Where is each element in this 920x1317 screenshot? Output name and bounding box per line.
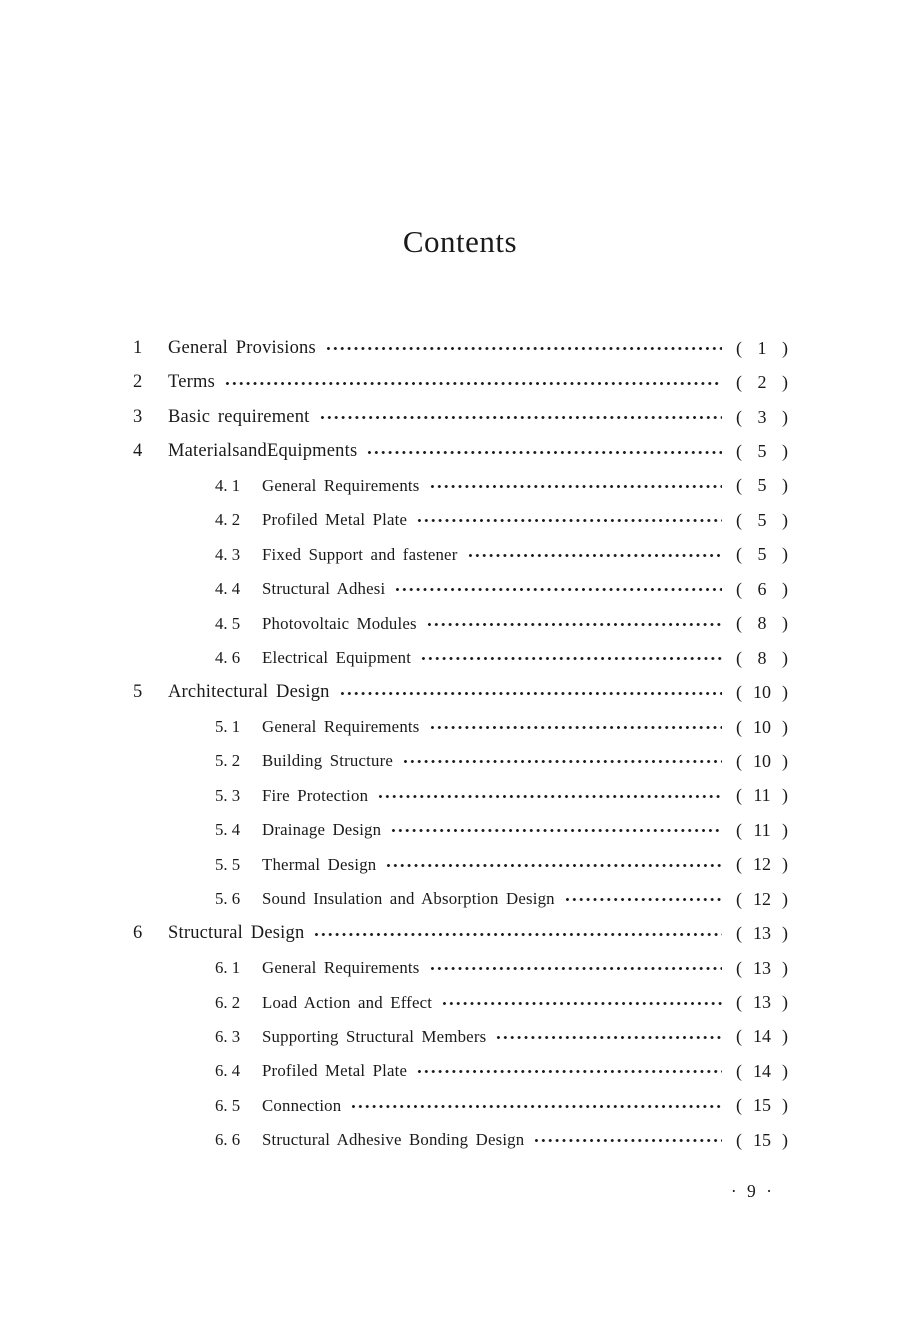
toc-entry-title: Basic requirement xyxy=(168,406,310,427)
open-paren: ( xyxy=(736,1060,742,1081)
toc-entry-number: 1 xyxy=(133,337,143,358)
toc-entry-title: Fire Protection xyxy=(262,785,369,805)
toc-entry-title: General Requirements xyxy=(262,958,420,978)
open-paren: ( xyxy=(736,441,742,462)
toc-entry xyxy=(133,469,788,503)
close-paren: ) xyxy=(782,1060,788,1081)
open-paren: ( xyxy=(736,923,742,944)
toc-entry-page xyxy=(736,751,788,772)
dot-leader-icon xyxy=(325,331,722,365)
dot-leader-icon xyxy=(350,1089,722,1123)
page-number-value: 8 xyxy=(757,647,767,668)
toc-entry-title: Terms xyxy=(168,372,215,393)
toc-entry-page xyxy=(736,1095,788,1116)
toc-entry-title: Profiled Metal Plate xyxy=(262,510,408,530)
toc-entry-number: 6. 2 xyxy=(215,992,241,1012)
open-paren: ( xyxy=(736,372,742,393)
close-paren: ) xyxy=(782,750,788,771)
page-number-value: 8 xyxy=(757,613,767,634)
toc-entry xyxy=(133,365,788,399)
toc-entry-number: 4. 1 xyxy=(215,475,241,495)
open-paren: ( xyxy=(736,406,742,427)
close-paren: ) xyxy=(782,647,788,668)
open-paren: ( xyxy=(736,957,742,978)
open-paren: ( xyxy=(736,1095,742,1116)
toc-entry-title: General Requirements xyxy=(262,475,420,495)
page-number-value: 1 xyxy=(757,337,767,358)
page-title: Contents xyxy=(402,224,518,259)
open-paren: ( xyxy=(736,992,742,1013)
toc-entry-page xyxy=(736,682,788,703)
page-number-value: 11 xyxy=(753,785,771,806)
dot-leader-icon xyxy=(366,434,722,468)
open-paren: ( xyxy=(736,785,742,806)
page-number-value: 2 xyxy=(757,372,767,393)
toc-entry xyxy=(133,434,788,468)
page-number-value: 11 xyxy=(753,819,771,840)
toc-entry-title: Drainage Design xyxy=(262,820,382,840)
open-paren: ( xyxy=(736,613,742,634)
toc-entry-title: Photovoltaic Modules xyxy=(262,613,417,633)
toc-entry xyxy=(133,641,788,675)
toc-entry-number: 2 xyxy=(133,372,143,393)
toc-entry-page xyxy=(736,613,788,634)
toc-entry xyxy=(133,1020,788,1054)
toc-entry xyxy=(133,607,788,641)
close-paren: ) xyxy=(782,785,788,806)
page-number-value: 10 xyxy=(753,716,771,737)
toc-entry-page xyxy=(736,1061,788,1082)
toc-entry-number: 6. 1 xyxy=(215,958,241,978)
toc-entry-page xyxy=(736,785,788,806)
close-paren: ) xyxy=(782,957,788,978)
toc-entry-title: General Provisions xyxy=(168,337,316,358)
dot-leader-icon xyxy=(339,675,722,709)
toc-entry-page xyxy=(736,958,788,979)
toc-entry xyxy=(133,710,788,744)
toc-entry-number: 6. 4 xyxy=(215,1061,241,1081)
toc-entry xyxy=(133,744,788,778)
page-number-value: 13 xyxy=(753,923,771,944)
toc-entry xyxy=(133,1123,788,1157)
toc-entry xyxy=(133,779,788,813)
toc-entry xyxy=(133,331,788,365)
toc-entry-number: 3 xyxy=(133,406,143,427)
open-paren: ( xyxy=(736,716,742,737)
toc-entry-title: MaterialsandEquipments xyxy=(168,441,358,462)
toc-entry-page xyxy=(736,992,788,1013)
dot-leader-icon xyxy=(313,916,722,950)
toc-entry xyxy=(133,848,788,882)
dot-leader-icon xyxy=(429,469,722,503)
close-paren: ) xyxy=(782,337,788,358)
toc-entry-title: Sound Insulation and Absorption Design xyxy=(262,889,555,909)
open-paren: ( xyxy=(736,750,742,771)
toc-entry-page xyxy=(736,510,788,531)
toc-entry-page xyxy=(736,372,788,393)
dot-leader-icon xyxy=(533,1123,722,1157)
toc-entry-page xyxy=(736,648,788,669)
toc-entry-number: 6 xyxy=(133,923,143,944)
close-paren: ) xyxy=(782,854,788,875)
open-paren: ( xyxy=(736,888,742,909)
page-number-value: 13 xyxy=(753,957,771,978)
close-paren: ) xyxy=(782,888,788,909)
toc-entry-title: Load Action and Effect xyxy=(262,992,433,1012)
toc-entry-page xyxy=(736,475,788,496)
page-number-value: 15 xyxy=(753,1129,771,1150)
toc-entry-number: 5 xyxy=(133,682,143,703)
toc-entry-title: Supporting Structural Members xyxy=(262,1026,487,1046)
toc-entry xyxy=(133,400,788,434)
dot-leader-icon xyxy=(416,503,722,537)
page-number-value: 3 xyxy=(757,406,767,427)
close-paren: ) xyxy=(782,1129,788,1150)
open-paren: ( xyxy=(736,475,742,496)
toc-entry-title: Connection xyxy=(262,1095,342,1115)
toc-entry-number: 6. 5 xyxy=(215,1095,241,1115)
page-number-value: 5 xyxy=(757,509,767,530)
page-number-value: 12 xyxy=(753,888,771,909)
dot-leader-icon xyxy=(385,848,722,882)
dot-leader-icon xyxy=(495,1020,722,1054)
dot-leader-icon xyxy=(429,951,722,985)
close-paren: ) xyxy=(782,992,788,1013)
open-paren: ( xyxy=(736,509,742,530)
dot-leader-icon xyxy=(429,710,722,744)
dot-leader-icon xyxy=(319,400,722,434)
toc-entry-title: General Requirements xyxy=(262,717,420,737)
toc-entry-page xyxy=(736,1026,788,1047)
dot-leader-icon xyxy=(416,1054,722,1088)
toc-entry-page xyxy=(736,338,788,359)
open-paren: ( xyxy=(736,1026,742,1047)
close-paren: ) xyxy=(782,475,788,496)
toc-entry-title: Structural Adhesive Bonding Design xyxy=(262,1130,525,1150)
toc-entry-number: 6. 3 xyxy=(215,1026,241,1046)
toc-entry xyxy=(133,572,788,606)
toc-entry-number: 4. 4 xyxy=(215,579,241,599)
dot-leader-icon xyxy=(402,744,722,778)
toc-entry-page xyxy=(736,854,788,875)
page-number-value: 12 xyxy=(753,854,771,875)
close-paren: ) xyxy=(782,578,788,599)
open-paren: ( xyxy=(736,682,742,703)
toc-entry xyxy=(133,538,788,572)
toc-entry-number: 4. 6 xyxy=(215,648,241,668)
open-paren: ( xyxy=(736,1129,742,1150)
close-paren: ) xyxy=(782,406,788,427)
toc-entry xyxy=(133,1089,788,1123)
toc-entry-number: 4 xyxy=(133,441,143,462)
toc-entry xyxy=(133,813,788,847)
toc-entry-page xyxy=(736,889,788,910)
toc-entry-page xyxy=(736,1130,788,1151)
page-number-value: 14 xyxy=(753,1060,771,1081)
toc-entry-page xyxy=(736,820,788,841)
page-number-value: 5 xyxy=(757,544,767,565)
page-number-value: 5 xyxy=(757,475,767,496)
page-number-value: 15 xyxy=(753,1095,771,1116)
dot-leader-icon xyxy=(564,882,722,916)
toc-entry xyxy=(133,1054,788,1088)
page-number-value: 13 xyxy=(753,992,771,1013)
toc-entry-title: Architectural Design xyxy=(168,682,330,703)
toc-entry-title: Building Structure xyxy=(262,751,394,771)
close-paren: ) xyxy=(782,819,788,840)
toc-entry-number: 5. 4 xyxy=(215,820,241,840)
close-paren: ) xyxy=(782,682,788,703)
toc-entry-page xyxy=(736,717,788,738)
close-paren: ) xyxy=(782,716,788,737)
toc-entry xyxy=(133,882,788,916)
toc-entry-number: 4. 5 xyxy=(215,613,241,633)
close-paren: ) xyxy=(782,441,788,462)
toc-entry-page xyxy=(736,923,788,944)
toc-entry xyxy=(133,503,788,537)
toc-entry-title: Profiled Metal Plate xyxy=(262,1061,408,1081)
dot-leader-icon xyxy=(390,813,722,847)
page-number-value: 10 xyxy=(753,682,771,703)
toc-entry-number: 5. 3 xyxy=(215,785,241,805)
footer-page-number: · 9 · xyxy=(730,1181,774,1201)
toc-entry-title: Thermal Design xyxy=(262,854,377,874)
toc-entry-number: 5. 1 xyxy=(215,717,241,737)
page-number-value: 6 xyxy=(757,578,767,599)
toc-entry xyxy=(133,916,788,950)
close-paren: ) xyxy=(782,544,788,565)
close-paren: ) xyxy=(782,613,788,634)
toc-entry xyxy=(133,675,788,709)
toc-entry-number: 5. 6 xyxy=(215,889,241,909)
toc-entry-title: Fixed Support and fastener xyxy=(262,544,458,564)
close-paren: ) xyxy=(782,1026,788,1047)
toc-entry-number: 5. 5 xyxy=(215,854,241,874)
close-paren: ) xyxy=(782,923,788,944)
dot-leader-icon xyxy=(467,538,723,572)
close-paren: ) xyxy=(782,1095,788,1116)
dot-leader-icon xyxy=(377,779,722,813)
toc-entry-page xyxy=(736,579,788,600)
close-paren: ) xyxy=(782,372,788,393)
page-number-value: 5 xyxy=(757,441,767,462)
open-paren: ( xyxy=(736,854,742,875)
dot-leader-icon xyxy=(394,572,722,606)
page-number-value: 14 xyxy=(753,1026,771,1047)
close-paren: ) xyxy=(782,509,788,530)
toc-entry-page xyxy=(736,544,788,565)
table-of-contents xyxy=(133,331,788,1158)
open-paren: ( xyxy=(736,578,742,599)
toc-entry-title: Electrical Equipment xyxy=(262,648,412,668)
toc-entry-page xyxy=(736,407,788,428)
dot-leader-icon xyxy=(426,607,722,641)
toc-entry-title: Structural Adhesi xyxy=(262,579,386,599)
open-paren: ( xyxy=(736,647,742,668)
toc-entry-number: 4. 3 xyxy=(215,544,241,564)
toc-entry xyxy=(133,985,788,1019)
dot-leader-icon xyxy=(420,641,722,675)
open-paren: ( xyxy=(736,544,742,565)
dot-leader-icon xyxy=(224,365,722,399)
toc-entry-title: Structural Design xyxy=(168,923,305,944)
page-number-value: 10 xyxy=(753,750,771,771)
open-paren: ( xyxy=(736,337,742,358)
toc-entry xyxy=(133,951,788,985)
toc-entry-page xyxy=(736,441,788,462)
toc-entry-number: 4. 2 xyxy=(215,510,241,530)
dot-leader-icon xyxy=(441,985,722,1019)
toc-entry-number: 6. 6 xyxy=(215,1130,241,1150)
open-paren: ( xyxy=(736,819,742,840)
toc-entry-number: 5. 2 xyxy=(215,751,241,771)
